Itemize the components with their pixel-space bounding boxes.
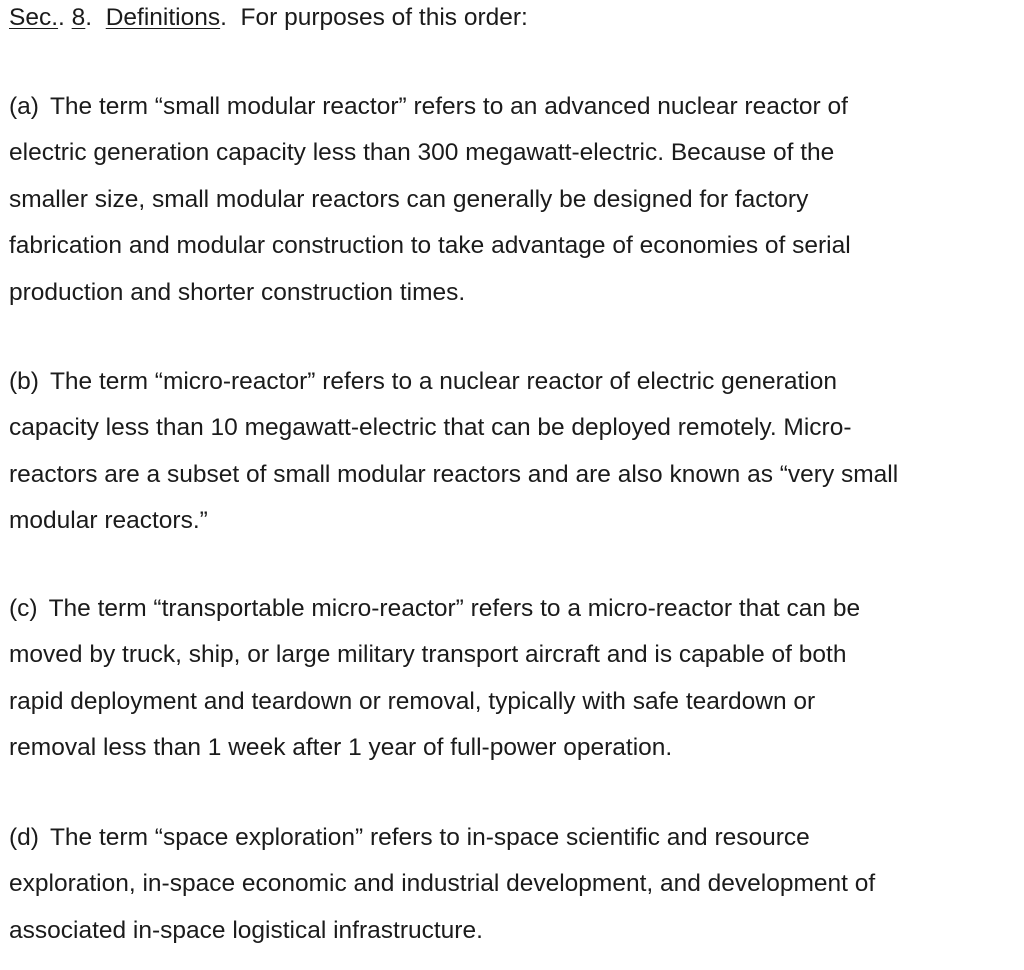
paragraph-line: fabrication and modular construction to take advantage of economies of serial xyxy=(9,232,851,260)
paragraph-line: removal less than 1 week after 1 year of full-power operation. xyxy=(9,734,673,762)
paragraph-line: exploration, in-space economic and industrial development, and development of xyxy=(9,870,876,898)
definition-paragraph-a xyxy=(9,84,1009,316)
definition-paragraph-b xyxy=(9,359,1009,545)
paragraph-line: smaller size, small modular reactors can generally be designed for factory xyxy=(9,185,809,213)
paragraph-line: (c) The term “transportable micro-reactor” refers to a micro-reactor that can be xyxy=(9,595,861,622)
paragraph-line: modular reactors.” xyxy=(9,507,208,535)
paragraph-line: reactors are a subset of small modular reactors and are also known as “very small xyxy=(9,460,899,488)
section-number: 8 xyxy=(71,4,86,31)
definition-paragraph-d xyxy=(9,815,1009,954)
paragraph-line: capacity less than 10 megawatt-electric that can be deployed remotely. Micro- xyxy=(9,414,852,442)
paragraph-line: (a) The term “small modular reactor” refers to an advanced nuclear reactor of xyxy=(9,93,848,120)
paragraph-label: (c) xyxy=(9,595,38,622)
paragraph-line: moved by truck, ship, or large military transport aircraft and is capable of both xyxy=(9,641,847,669)
section-heading: Sec.. 8. Definitions. For purposes of this order: xyxy=(9,4,528,31)
paragraph-line: (d) The term “space exploration” refers to in-space scientific and resource xyxy=(9,824,810,851)
section-intro: For purposes of this order: xyxy=(240,4,528,31)
paragraph-label: (a) xyxy=(9,93,39,120)
paragraph-line: associated in-space logistical infrastructure. xyxy=(9,916,483,944)
paragraph-label: (b) xyxy=(9,368,39,395)
paragraph-label: (d) xyxy=(9,824,39,851)
section-label: Sec. xyxy=(9,4,59,31)
paragraph-line: production and shorter construction times. xyxy=(9,278,466,306)
definition-paragraph-c xyxy=(9,586,1009,772)
paragraph-line: rapid deployment and teardown or removal, typically with safe teardown or xyxy=(9,687,816,715)
paragraph-line: electric generation capacity less than 300 megawatt-electric. Because of the xyxy=(9,139,835,167)
paragraph-line: (b) The term “micro-reactor” refers to a nuclear reactor of electric generation xyxy=(9,368,837,395)
section-title: Definitions xyxy=(105,4,221,31)
